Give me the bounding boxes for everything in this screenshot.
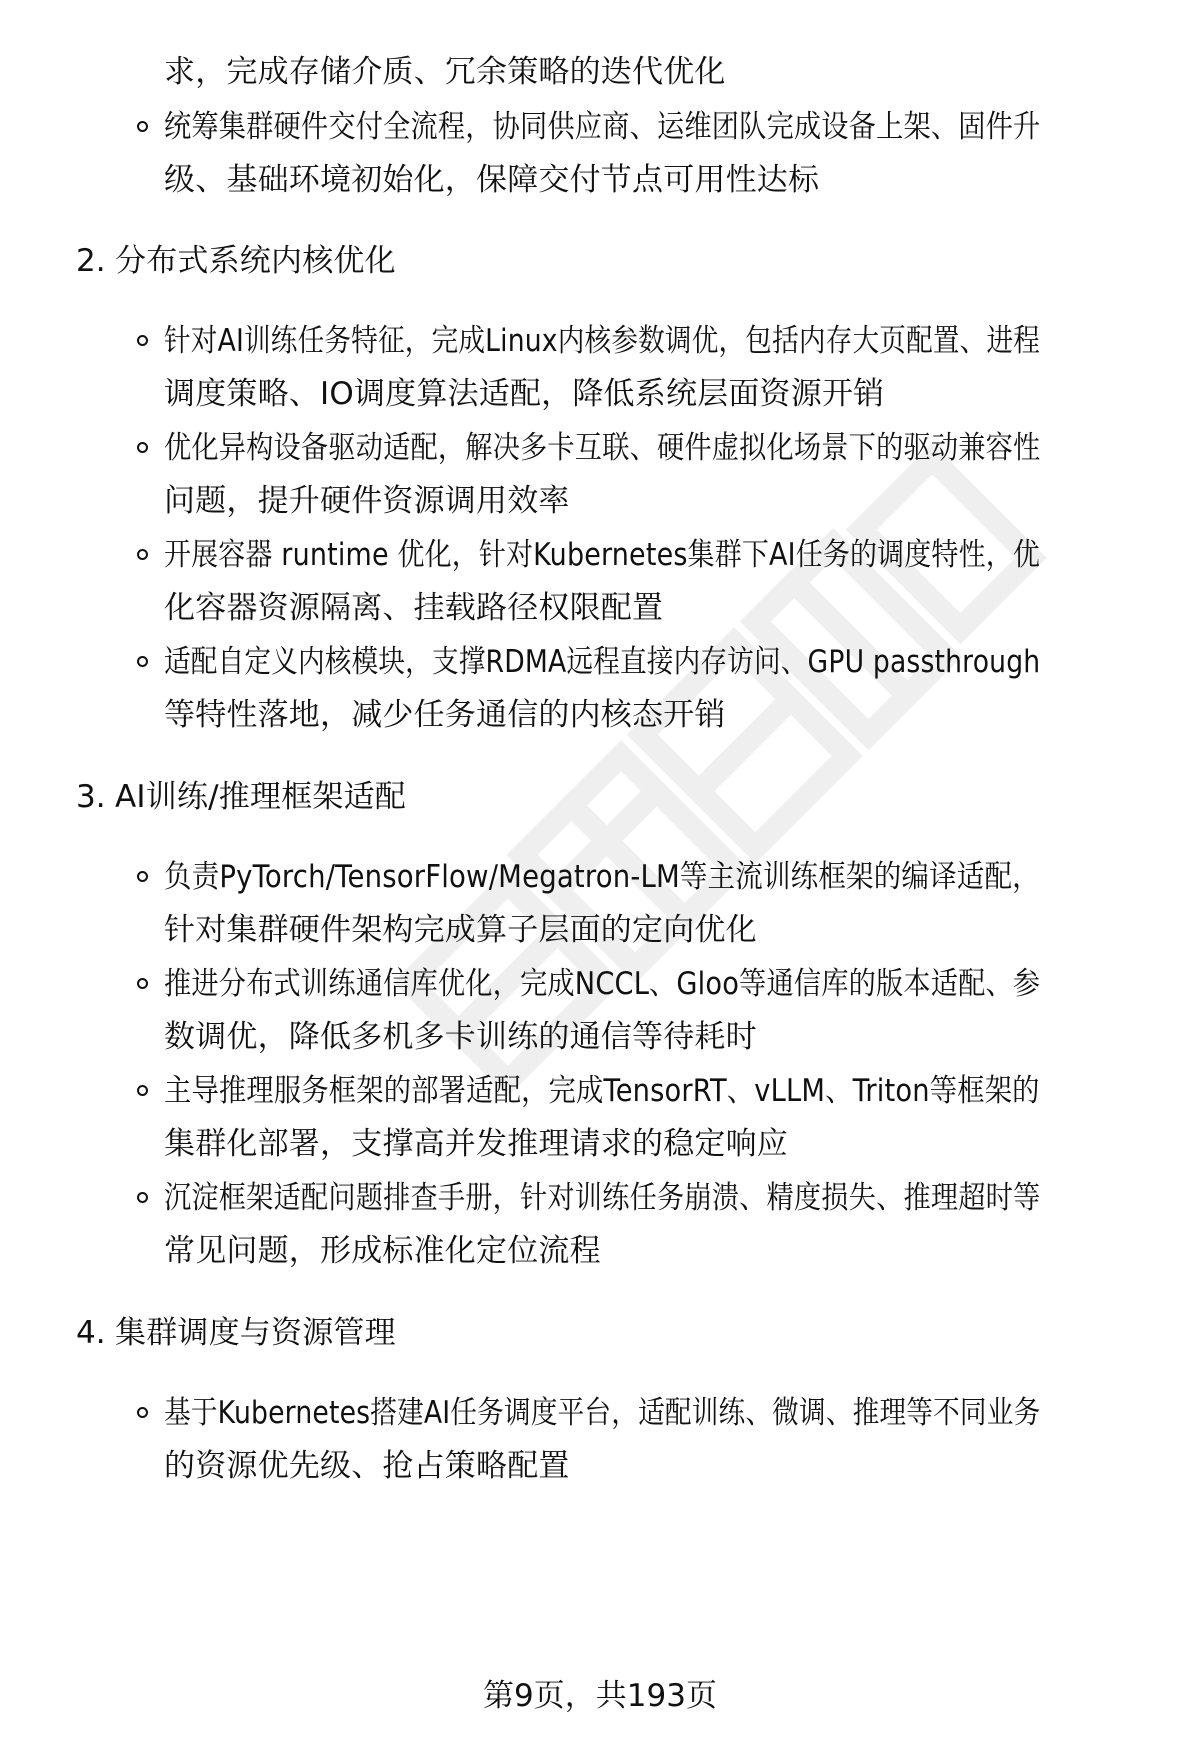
bullet-circle-icon	[137, 1192, 148, 1203]
section-title: 分布式系统内核优化	[115, 243, 396, 279]
section-number: 3.	[76, 779, 106, 815]
list-item-line: 问题，提升硬件资源调用效率	[164, 483, 570, 519]
list-item-line: 针对集群硬件架构完成算子层面的定向优化	[164, 912, 757, 948]
bullet-circle-icon	[137, 442, 148, 453]
bullet-circle-icon	[137, 1407, 148, 1418]
list-item-line: 推进分布式训练通信库优化，完成NCCL、Gloo等通信库的版本适配、参	[164, 966, 1041, 1002]
section-number: 2.	[76, 243, 106, 279]
list-item-line: 适配自定义内核模块，支撑RDMA远程直接内存访问、GPU passthrough	[164, 644, 1041, 680]
bullet-circle-icon	[137, 656, 148, 667]
bullet-circle-icon	[137, 978, 148, 989]
list-item-line: 数调优，降低多机多卡训练的通信等待耗时	[164, 1019, 757, 1055]
list-item-line: 基于Kubernetes搭建AI任务调度平台，适配训练、微调、推理等不同业务	[164, 1395, 1041, 1431]
list-item-line: 统筹集群硬件交付全流程，协同供应商、运维团队完成设备上架、固件升	[164, 109, 1041, 145]
bullet-circle-icon	[137, 121, 148, 132]
section-title: AI训练/推理框架适配	[115, 779, 406, 815]
list-item-line: 主导推理服务框架的部署适配，完成TensorRT、vLLM、Triton等框架的	[164, 1073, 1040, 1109]
list-item-line: 调度策略、IO调度算法适配，降低系统层面资源开销	[164, 376, 885, 412]
bullet-circle-icon	[137, 335, 148, 346]
bullet-circle-icon	[137, 871, 148, 882]
list-item-line: 集群化部署，支撑高并发推理请求的稳定响应	[164, 1126, 788, 1162]
list-item-line: 沉淀框架适配问题排查手册，针对训练任务崩溃、精度损失、推理超时等	[164, 1180, 1041, 1216]
bullet-circle-icon	[137, 549, 148, 560]
page-footer: 第9页，共193页	[483, 1678, 717, 1714]
list-item-line: 针对AI训练任务特征，完成Linux内核参数调优，包括内存大页配置、进程	[164, 323, 1041, 359]
list-item-line: 化容器资源隔离、挂载路径权限配置	[164, 590, 664, 626]
section-title: 集群调度与资源管理	[115, 1315, 396, 1351]
bullet-circle-icon	[137, 1085, 148, 1096]
list-item-line: 级、基础环境初始化，保障交付节点可用性达标	[164, 162, 820, 198]
list-item-line: 优化异构设备驱动适配，解决多卡互联、硬件虚拟化场景下的驱动兼容性	[164, 430, 1041, 466]
section-number: 4.	[76, 1315, 106, 1351]
continued-text: 求，完成存储介质、冗余策略的迭代优化	[164, 54, 726, 90]
list-item-line: 常见问题，形成标准化定位流程	[164, 1233, 601, 1269]
list-item-line: 等特性落地，减少任务通信的内核态开销	[164, 697, 726, 733]
list-item-line: 负责PyTorch/TensorFlow/Megatron-LM等主流训练框架的编译适配，	[164, 859, 1040, 895]
list-item-line: 的资源优先级、抢占策略配置	[164, 1448, 570, 1484]
list-item-line: 开展容器 runtime 优化，针对Kubernetes集群下AI任务的调度特性，优	[164, 537, 1041, 573]
